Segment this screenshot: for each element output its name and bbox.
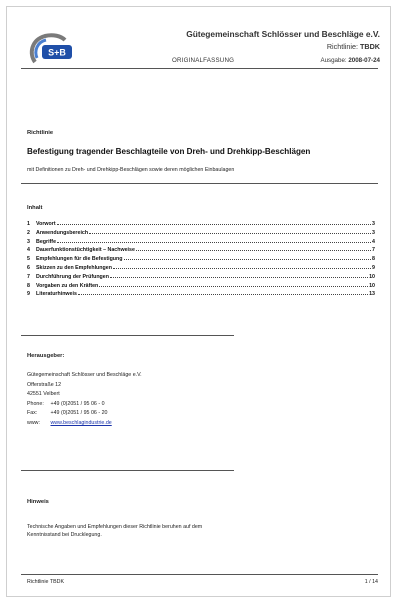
toc-item-title: Empfehlungen für die Befestigung	[36, 256, 123, 263]
logo-text: S+B	[48, 47, 66, 58]
toc-item-title: Anwendungsbereich	[36, 229, 89, 236]
footer-page-number: 1 / 14	[364, 579, 378, 585]
toc-item-page: 10	[369, 273, 375, 280]
header-divider	[21, 68, 378, 69]
www-label: www:	[27, 419, 40, 426]
toc-leader-dots	[57, 224, 371, 225]
toc-item-number: 3	[27, 238, 30, 245]
toc-item-title: Vorgaben zu den Kräften	[36, 282, 99, 289]
issue-label: Ausgabe:	[320, 57, 347, 64]
note-heading: Hinweis	[27, 499, 49, 505]
footer-divider	[21, 574, 378, 575]
version-note: ORIGINALFASSUNG	[172, 57, 235, 64]
toc-item[interactable]	[27, 274, 375, 283]
toc-item-page: 9	[372, 264, 375, 271]
toc-leader-dots	[136, 250, 371, 251]
phone-label: Phone:	[27, 400, 44, 407]
publisher-street: Offerstraße 12	[27, 381, 62, 388]
toc-item[interactable]	[27, 291, 375, 300]
toc-leader-dots	[110, 277, 368, 278]
toc-item[interactable]	[27, 230, 375, 239]
organization-name: Gütegemeinschaft Schlösser und Beschläge e.V.	[186, 29, 380, 39]
toc-item-number: 7	[27, 273, 30, 280]
footer-doc-label: Richtlinie TBDK	[27, 579, 64, 585]
issue-value: 2008-07-24	[348, 57, 380, 64]
toc-item-title: Begriffe	[36, 238, 57, 245]
toc-item-number: 5	[27, 256, 30, 263]
guideline-value: TBDK	[360, 42, 380, 51]
toc-item-title: Literaturhinweis	[36, 291, 77, 298]
toc-leader-dots	[57, 242, 371, 243]
fax-value: +49 (0)2051 / 95 06 - 20	[50, 410, 108, 417]
toc-leader-dots	[124, 259, 372, 260]
guideline-label: Richtlinie:	[326, 42, 359, 51]
table-of-contents	[27, 221, 375, 300]
toc-item-title: Vorwort	[36, 221, 56, 227]
website-link[interactable]: www.beschlagindustrie.de	[50, 419, 112, 426]
toc-leader-dots	[113, 268, 371, 269]
guideline-code	[327, 42, 380, 51]
toc-divider	[21, 335, 234, 336]
publisher-divider	[21, 470, 234, 471]
toc-item-title: Dauerfunktionstüchtigkeit – Nachweise	[36, 247, 135, 254]
toc-item-number: 9	[27, 291, 30, 298]
toc-item[interactable]	[27, 247, 375, 256]
toc-item-number: 1	[27, 221, 30, 227]
toc-item[interactable]	[27, 256, 375, 265]
publisher-name: Gütegemeinschaft Schlösser und Beschläge e.V.	[27, 372, 142, 378]
publisher-city: 42551 Velbert	[27, 391, 60, 398]
issue-date	[320, 57, 380, 64]
toc-item-title: Durchführung der Prüfungen	[36, 273, 109, 280]
sb-logo	[27, 32, 77, 68]
toc-item[interactable]	[27, 265, 375, 274]
publisher-web	[27, 419, 142, 429]
publisher-heading: Herausgeber:	[27, 353, 65, 359]
title-divider	[21, 183, 378, 184]
document-subtitle: mit Definitionen zu Dreh- und Drehkipp-Beschlägen sowie deren möglichen Einbaulagen	[27, 167, 235, 173]
phone-value: +49 (0)2051 / 95 06 - 0	[50, 400, 105, 407]
toc-leader-dots	[99, 286, 368, 287]
toc-item-page: 3	[372, 229, 375, 236]
toc-item-number: 8	[27, 282, 30, 289]
toc-item[interactable]	[27, 221, 375, 230]
toc-item-page: 10	[369, 282, 375, 289]
toc-item-page: 13	[369, 291, 375, 298]
publisher-phone	[27, 400, 142, 410]
toc-leader-dots	[78, 294, 368, 295]
document-title: Befestigung tragender Beschlagteile von Dreh- und Drehkipp-Beschlägen	[27, 147, 311, 156]
document-page	[6, 6, 391, 597]
toc-leader-dots	[89, 233, 371, 234]
toc-item-number: 4	[27, 247, 30, 254]
document-type-label: Richtlinie	[27, 130, 54, 136]
toc-item-number: 6	[27, 264, 30, 271]
note-text: Technische Angaben und Empfehlungen dieser Richtlinie beruhen auf dem Kenntnisstand bei Drucklegung.	[27, 524, 203, 538]
toc-heading: Inhalt	[27, 205, 43, 211]
toc-item-page: 8	[372, 256, 375, 263]
fax-label: Fax:	[27, 410, 38, 417]
publisher-block	[27, 371, 142, 429]
toc-item-title: Skizzen zu den Empfehlungen	[36, 264, 112, 271]
toc-item[interactable]	[27, 283, 375, 292]
publisher-fax	[27, 409, 142, 419]
toc-item-page: 7	[372, 247, 375, 254]
toc-item-page: 4	[372, 238, 375, 245]
toc-item-number: 2	[27, 229, 30, 236]
toc-item-page: 3	[372, 221, 375, 227]
toc-item[interactable]	[27, 239, 375, 248]
